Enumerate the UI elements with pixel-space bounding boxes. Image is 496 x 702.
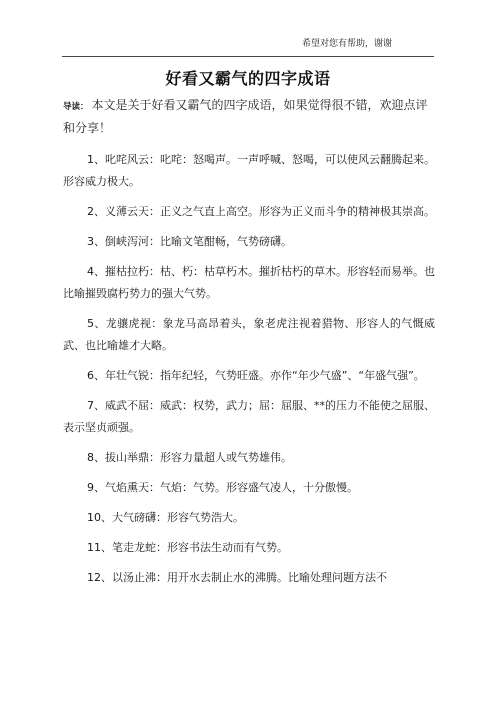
idiom-item-7: 7、威武不屈：威武：权势，武力；屈：屈服、**的压力不能使之屈服、表示坚贞顽强。 [63, 399, 435, 434]
idiom-item-1: 1、叱咤风云：叱咤：怒喝声。一声呼喊、怒喝，可以使风云翻腾起来。形容威力极大。 [63, 153, 435, 188]
idiom-item-9: 9、气焰熏天：气焰：气势。形容盛气凌人，十分傲慢。 [87, 481, 358, 494]
intro-text: 本文是关于好看又霸气的四字成语，如果觉得很不错，欢迎点评和分享！ [63, 98, 428, 135]
header-divider [62, 56, 434, 57]
idiom-item-6: 6、年壮气锐：指年纪轻，气势旺盛。亦作“年少气盛”、“年盛气强”。 [87, 369, 425, 382]
idiom-item-8: 8、拔山举鼎：形容力量超人或气势雄伟。 [87, 451, 292, 464]
document-title: 好看又霸气的四字成语 [165, 69, 331, 88]
idiom-item-4: 4、摧枯拉朽：枯、朽：枯草朽木。摧折枯朽的草木。形容轻而易举。也比喻摧毁腐朽势力的强大气势。 [63, 265, 435, 300]
intro-paragraph [63, 95, 438, 139]
idiom-item-11: 11、笔走龙蛇：形容书法生动而有气势。 [87, 541, 288, 554]
idiom-list [63, 149, 435, 597]
intro-label: 导读： [63, 102, 89, 112]
idiom-item-10: 10、大气磅礴：形容气势浩大。 [87, 511, 244, 524]
header-note: 希望对您有帮助，谢谢 [301, 39, 392, 49]
idiom-item-12: 12、以汤止沸：用开水去制止水的沸腾。比喻处理问题方法不 [87, 571, 387, 584]
idiom-item-2: 2、义薄云天：正义之气直上高空。形容为正义而斗争的精神极其崇高。 [87, 205, 435, 218]
idiom-item-5: 5、龙骧虎视：象龙马高昂着头，象老虎注视着猎物、形容人的气慨威武、也比喻雄才大略。 [63, 317, 435, 352]
idiom-item-3: 3、倒峡泻河：比喻文笔酣畅，气势磅礴。 [87, 235, 292, 248]
